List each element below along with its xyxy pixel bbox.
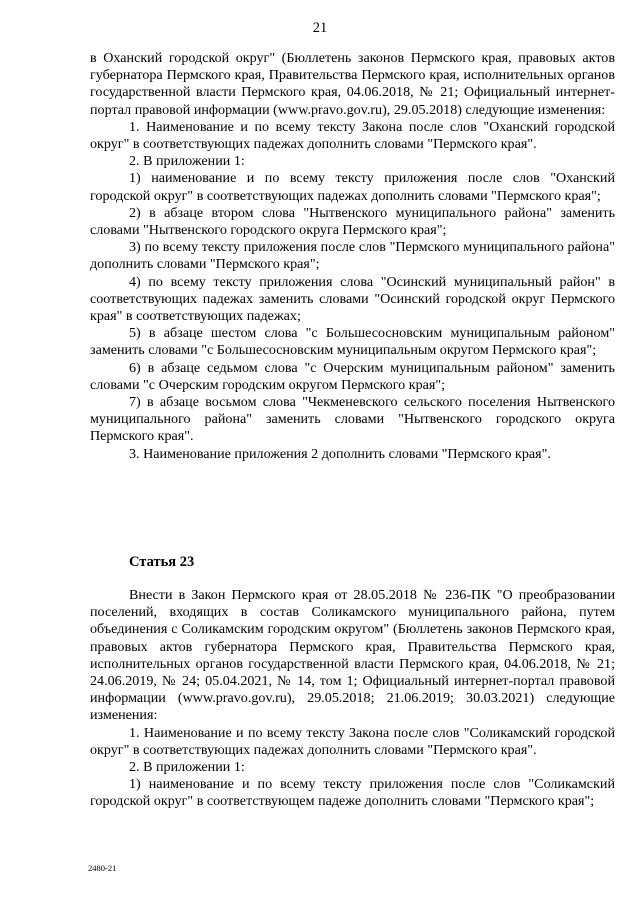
paragraph: Внести в Закон Пермского края от 28.05.2018 № 236-ПК "О преобразовании поселений, входящих в состав Соликамского муниципального района, путем объединения с Соликамским городским округом" (Бюллетень законов Пермского края, правовых актов губернатора Пермского края, Правительства Пермского края, исполнительных органов государственной власти Пермского края, 04.06.2018, № 21; 24.06.2019, № 24; 05.04.2021, № 14, том 1; Официальный интернет-портал правовой информации (www.pravo.gov.ru), 29.05.2018; 21.06.2019; 30.03.2021) следующие изменения:: [90, 587, 615, 724]
paragraph: 1. Наименование и по всему тексту Закона после слов "Оханский городской округ" в соответствующих падежах дополнить словами "Пермского края".: [90, 118, 615, 153]
page-number: 21: [312, 20, 328, 36]
paragraph: 6) в абзаце седьмом слова "с Очерским муниципальным районом" заменить словами "с Очерским городским округом Пермского края";: [90, 359, 615, 393]
article-heading: Статья 23: [129, 554, 195, 570]
paragraph: 4) по всему тексту приложения слова "Осинский муниципальный район" в соответствующих падежах заменить словами "Осинский городской округ Пермского края" в соответствующих падежах;: [90, 273, 615, 325]
paragraph: 1) наименование и по всему тексту приложения после слов "Оханский городской округ" в соответствующих падежах дополнить словами "Пермского края";: [90, 170, 615, 204]
paragraph: 2. В приложении 1:: [129, 759, 245, 776]
paragraph: 1. Наименование и по всему тексту Закона после слов "Соликамский городской округ" в соответствующих падежах дополнить словами "Пермского края".: [90, 724, 615, 758]
paragraph: 1) наименование и по всему тексту приложения после слов "Соликамский городской округ" в соответствующем падеже дополнить словами "Пермского края";: [90, 776, 615, 810]
paragraph: 2. В приложении 1:: [129, 153, 245, 170]
paragraph: 3. Наименование приложения 2 дополнить словами "Пермского края".: [129, 445, 551, 462]
article-23-body: [90, 587, 615, 811]
paragraph: в Оханский городской округ" (Бюллетень законов Пермского края, правовых актов губернатора Пермского края, Правительства Пермского края, исполнительных органов государственной власти Пермского края, 04.06.2018, № 21; Официальный интернет-портал правовой информации (www.pravo.gov.ru), 29.05.2018) следующие изменения:: [90, 50, 615, 118]
paragraph: 5) в абзаце шестом слова "с Большесосновским муниципальным районом" заменить словами "с Большесосновским муниципальным округом Пермского края";: [90, 325, 615, 359]
paragraph: 3) по всему тексту приложения после слов "Пермского муниципального района" дополнить словами "Пермского края";: [90, 239, 615, 273]
document-code: 2480-21: [88, 863, 117, 873]
paragraph: 2) в абзаце втором слова "Нытвенского муниципального района" заменить словами "Нытвенского городского округа Пермского края";: [90, 204, 615, 239]
paragraph: 7) в абзаце восьмом слова "Чекменевского сельского поселения Нытвенского муниципального района" заменить словами "Нытвенского городского округа Пермского края".: [90, 394, 615, 445]
article-22-continuation: [90, 50, 615, 463]
